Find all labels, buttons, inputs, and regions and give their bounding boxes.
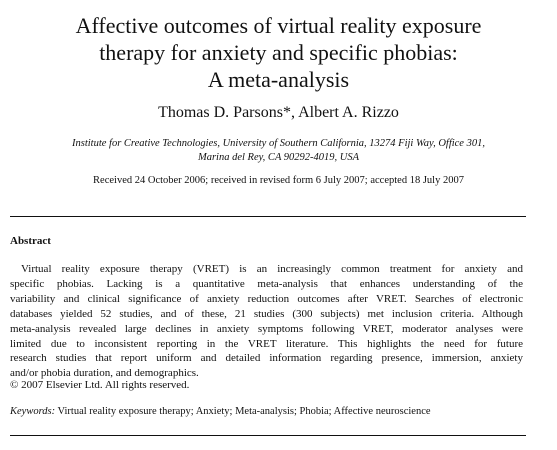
abstract-line: variability and clinical significance of anxiety reduction outcomes after VRET. Searches of electronic: [10, 292, 523, 305]
title-line-2: therapy for anxiety and specific phobias:: [99, 40, 458, 65]
authors: Thomas D. Parsons*, Albert A. Rizzo: [158, 104, 399, 121]
keywords-text: Virtual reality exposure therapy; Anxiety; Meta-analysis; Phobia; Affective neuroscience: [57, 406, 431, 417]
abstract-line: research studies that report uniform and detailed information regarding presence, immersion, anxiety: [10, 352, 523, 365]
paper-title: [0, 12, 557, 93]
affiliation-line-2: Marina del Rey, CA 90292-4019, USA: [197, 152, 360, 163]
copyright-notice: © 2007 Elsevier Ltd. All rights reserved.: [10, 379, 190, 391]
received-dates: Received 24 October 2006; received in revised form 6 July 2007; accepted 18 July 2007: [93, 175, 464, 186]
title-line-1: Affective outcomes of virtual reality exposure: [75, 13, 482, 38]
abstract-line: Virtual reality exposure therapy (VRET) is an increasingly common treatment for anxiety and: [21, 263, 523, 275]
abstract-line: meta-analysis revealed large declines in anxiety symptoms following VRET, moderator analyses were: [10, 322, 523, 335]
keywords: [10, 405, 431, 419]
top-divider: [10, 216, 526, 217]
abstract-line: limited due to inconsistent reporting in the VRET literature. This highlights the need for future: [10, 337, 523, 350]
affiliation-line-1: Institute for Creative Technologies, University of Southern California, 13274 Fiji Way, Office 301,: [72, 138, 485, 149]
bottom-divider: [10, 435, 526, 436]
title-line-3: A meta-analysis: [207, 67, 350, 92]
keywords-label: Keywords:: [10, 406, 56, 417]
abstract-line: databases yielded 52 studies, and of these, 21 studies (300 subjects) met inclusion criteria. Although: [10, 307, 523, 320]
affiliation: [0, 137, 557, 165]
abstract-line: specific phobias. Lacking is a quantitative meta-analysis that enhances understanding of the: [10, 277, 523, 290]
abstract-heading: Abstract: [10, 235, 51, 247]
abstract-text: [10, 262, 523, 381]
abstract-line: and/or phobia duration, and demographics.: [10, 367, 199, 380]
